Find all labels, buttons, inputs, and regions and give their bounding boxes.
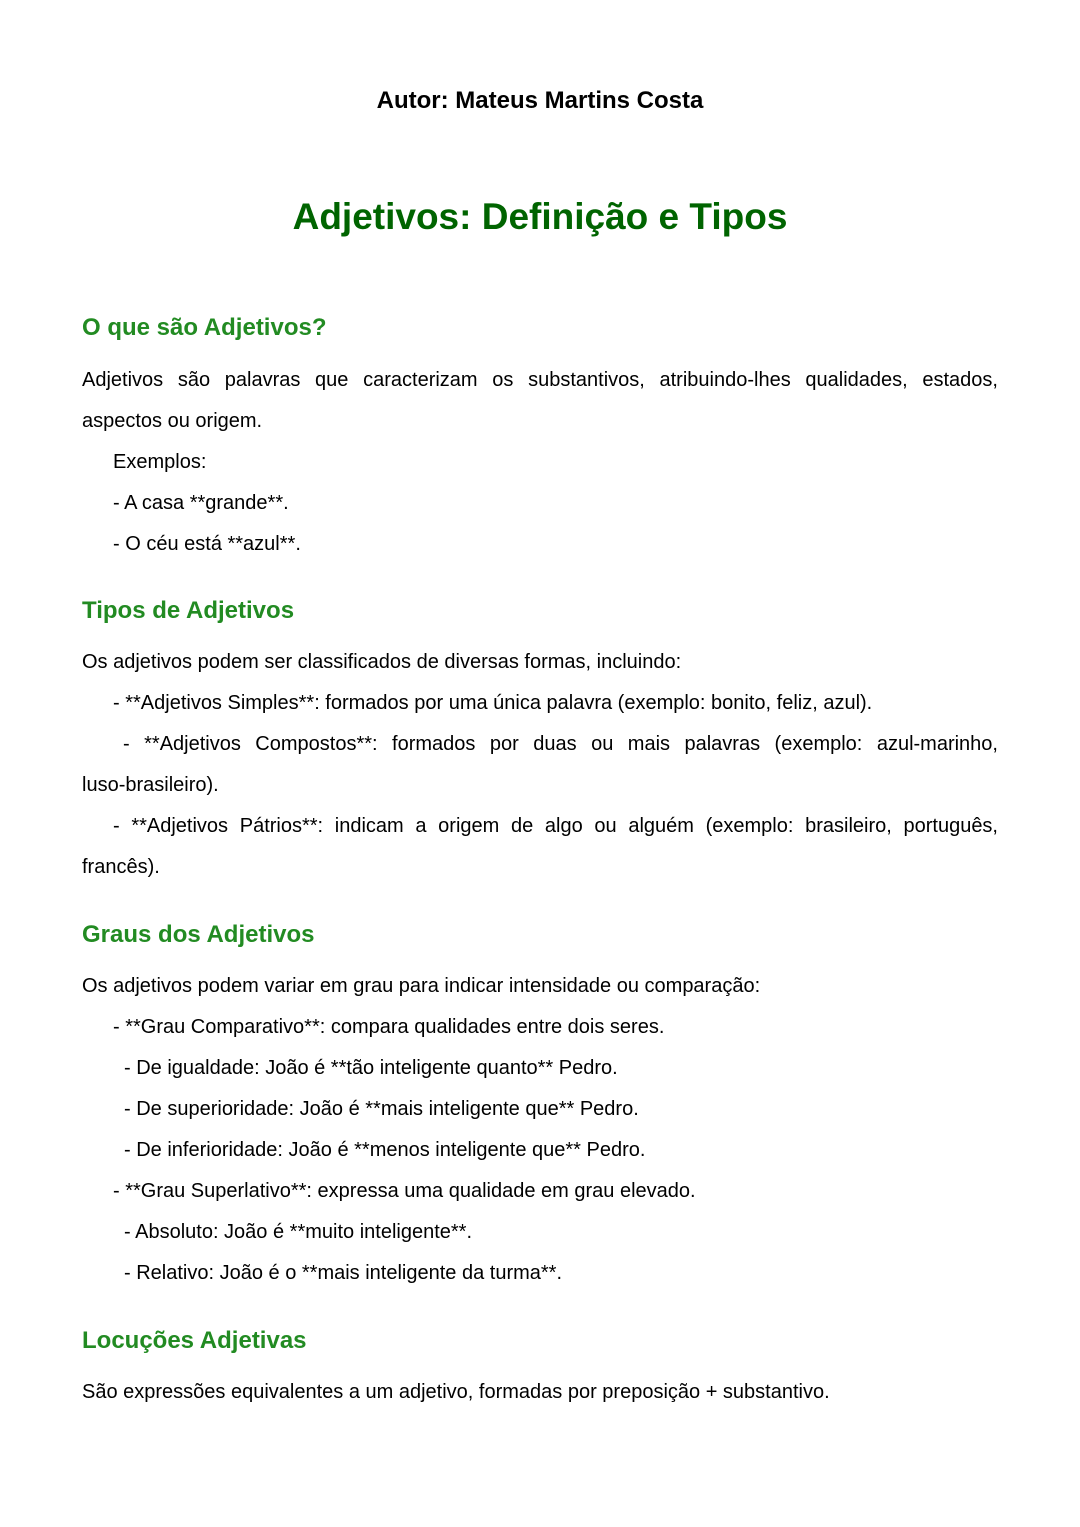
degrees-intro: Os adjetivos podem variar em grau para indicar intensidade ou comparação: bbox=[82, 975, 761, 997]
comparative-item-inferiority: - De inferioridade: João é **menos inteligente que** Pedro. bbox=[124, 1139, 646, 1161]
superlative-item-relative: - Relativo: João é o **mais inteligente da turma**. bbox=[124, 1262, 563, 1284]
definition-text-line-2: aspectos ou origem. bbox=[82, 410, 263, 432]
type-item-patrial-line-2: francês). bbox=[82, 856, 160, 878]
example-item: - O céu está **azul**. bbox=[113, 533, 301, 555]
section-heading-locutions: Locuções Adjetivas bbox=[82, 1327, 307, 1354]
comparative-item-superiority: - De superioridade: João é **mais inteligente que** Pedro. bbox=[124, 1098, 639, 1120]
type-item-simple: - **Adjetivos Simples**: formados por uma única palavra (exemplo: bonito, feliz, azul). bbox=[113, 692, 873, 714]
definition-text-line-1: Adjetivos são palavras que caracterizam os substantivos, atribuindo-lhes qualidades, estados, bbox=[82, 369, 998, 391]
comparative-item-equality: - De igualdade: João é **tão inteligente quanto** Pedro. bbox=[124, 1057, 618, 1079]
types-intro: Os adjetivos podem ser classificados de diversas formas, incluindo: bbox=[82, 651, 682, 673]
document-title: Adjetivos: Definição e Tipos bbox=[292, 196, 788, 237]
author-line: Autor: Mateus Martins Costa bbox=[376, 87, 704, 114]
section-heading-degrees: Graus dos Adjetivos bbox=[82, 921, 315, 948]
type-item-compound-line-2: luso-brasileiro). bbox=[82, 774, 219, 796]
comparative-label: - **Grau Comparativo**: compara qualidades entre dois seres. bbox=[113, 1016, 665, 1038]
locutions-intro: São expressões equivalentes a um adjetivo, formadas por preposição + substantivo. bbox=[82, 1381, 830, 1403]
section-heading-types: Tipos de Adjetivos bbox=[82, 597, 295, 624]
section-heading-definition: O que são Adjetivos? bbox=[82, 314, 327, 341]
superlative-label: - **Grau Superlativo**: expressa uma qualidade em grau elevado. bbox=[113, 1180, 696, 1202]
example-item: - A casa **grande**. bbox=[113, 492, 289, 514]
examples-label: Exemplos: bbox=[113, 451, 207, 473]
type-item-compound-line-1: - **Adjetivos Compostos**: formados por duas ou mais palavras (exemplo: azul-marinho, bbox=[123, 733, 998, 755]
type-item-patrial-line-1: - **Adjetivos Pátrios**: indicam a origem de algo ou alguém (exemplo: brasileiro, português, bbox=[113, 815, 998, 837]
superlative-item-absolute: - Absoluto: João é **muito inteligente**. bbox=[124, 1221, 472, 1243]
